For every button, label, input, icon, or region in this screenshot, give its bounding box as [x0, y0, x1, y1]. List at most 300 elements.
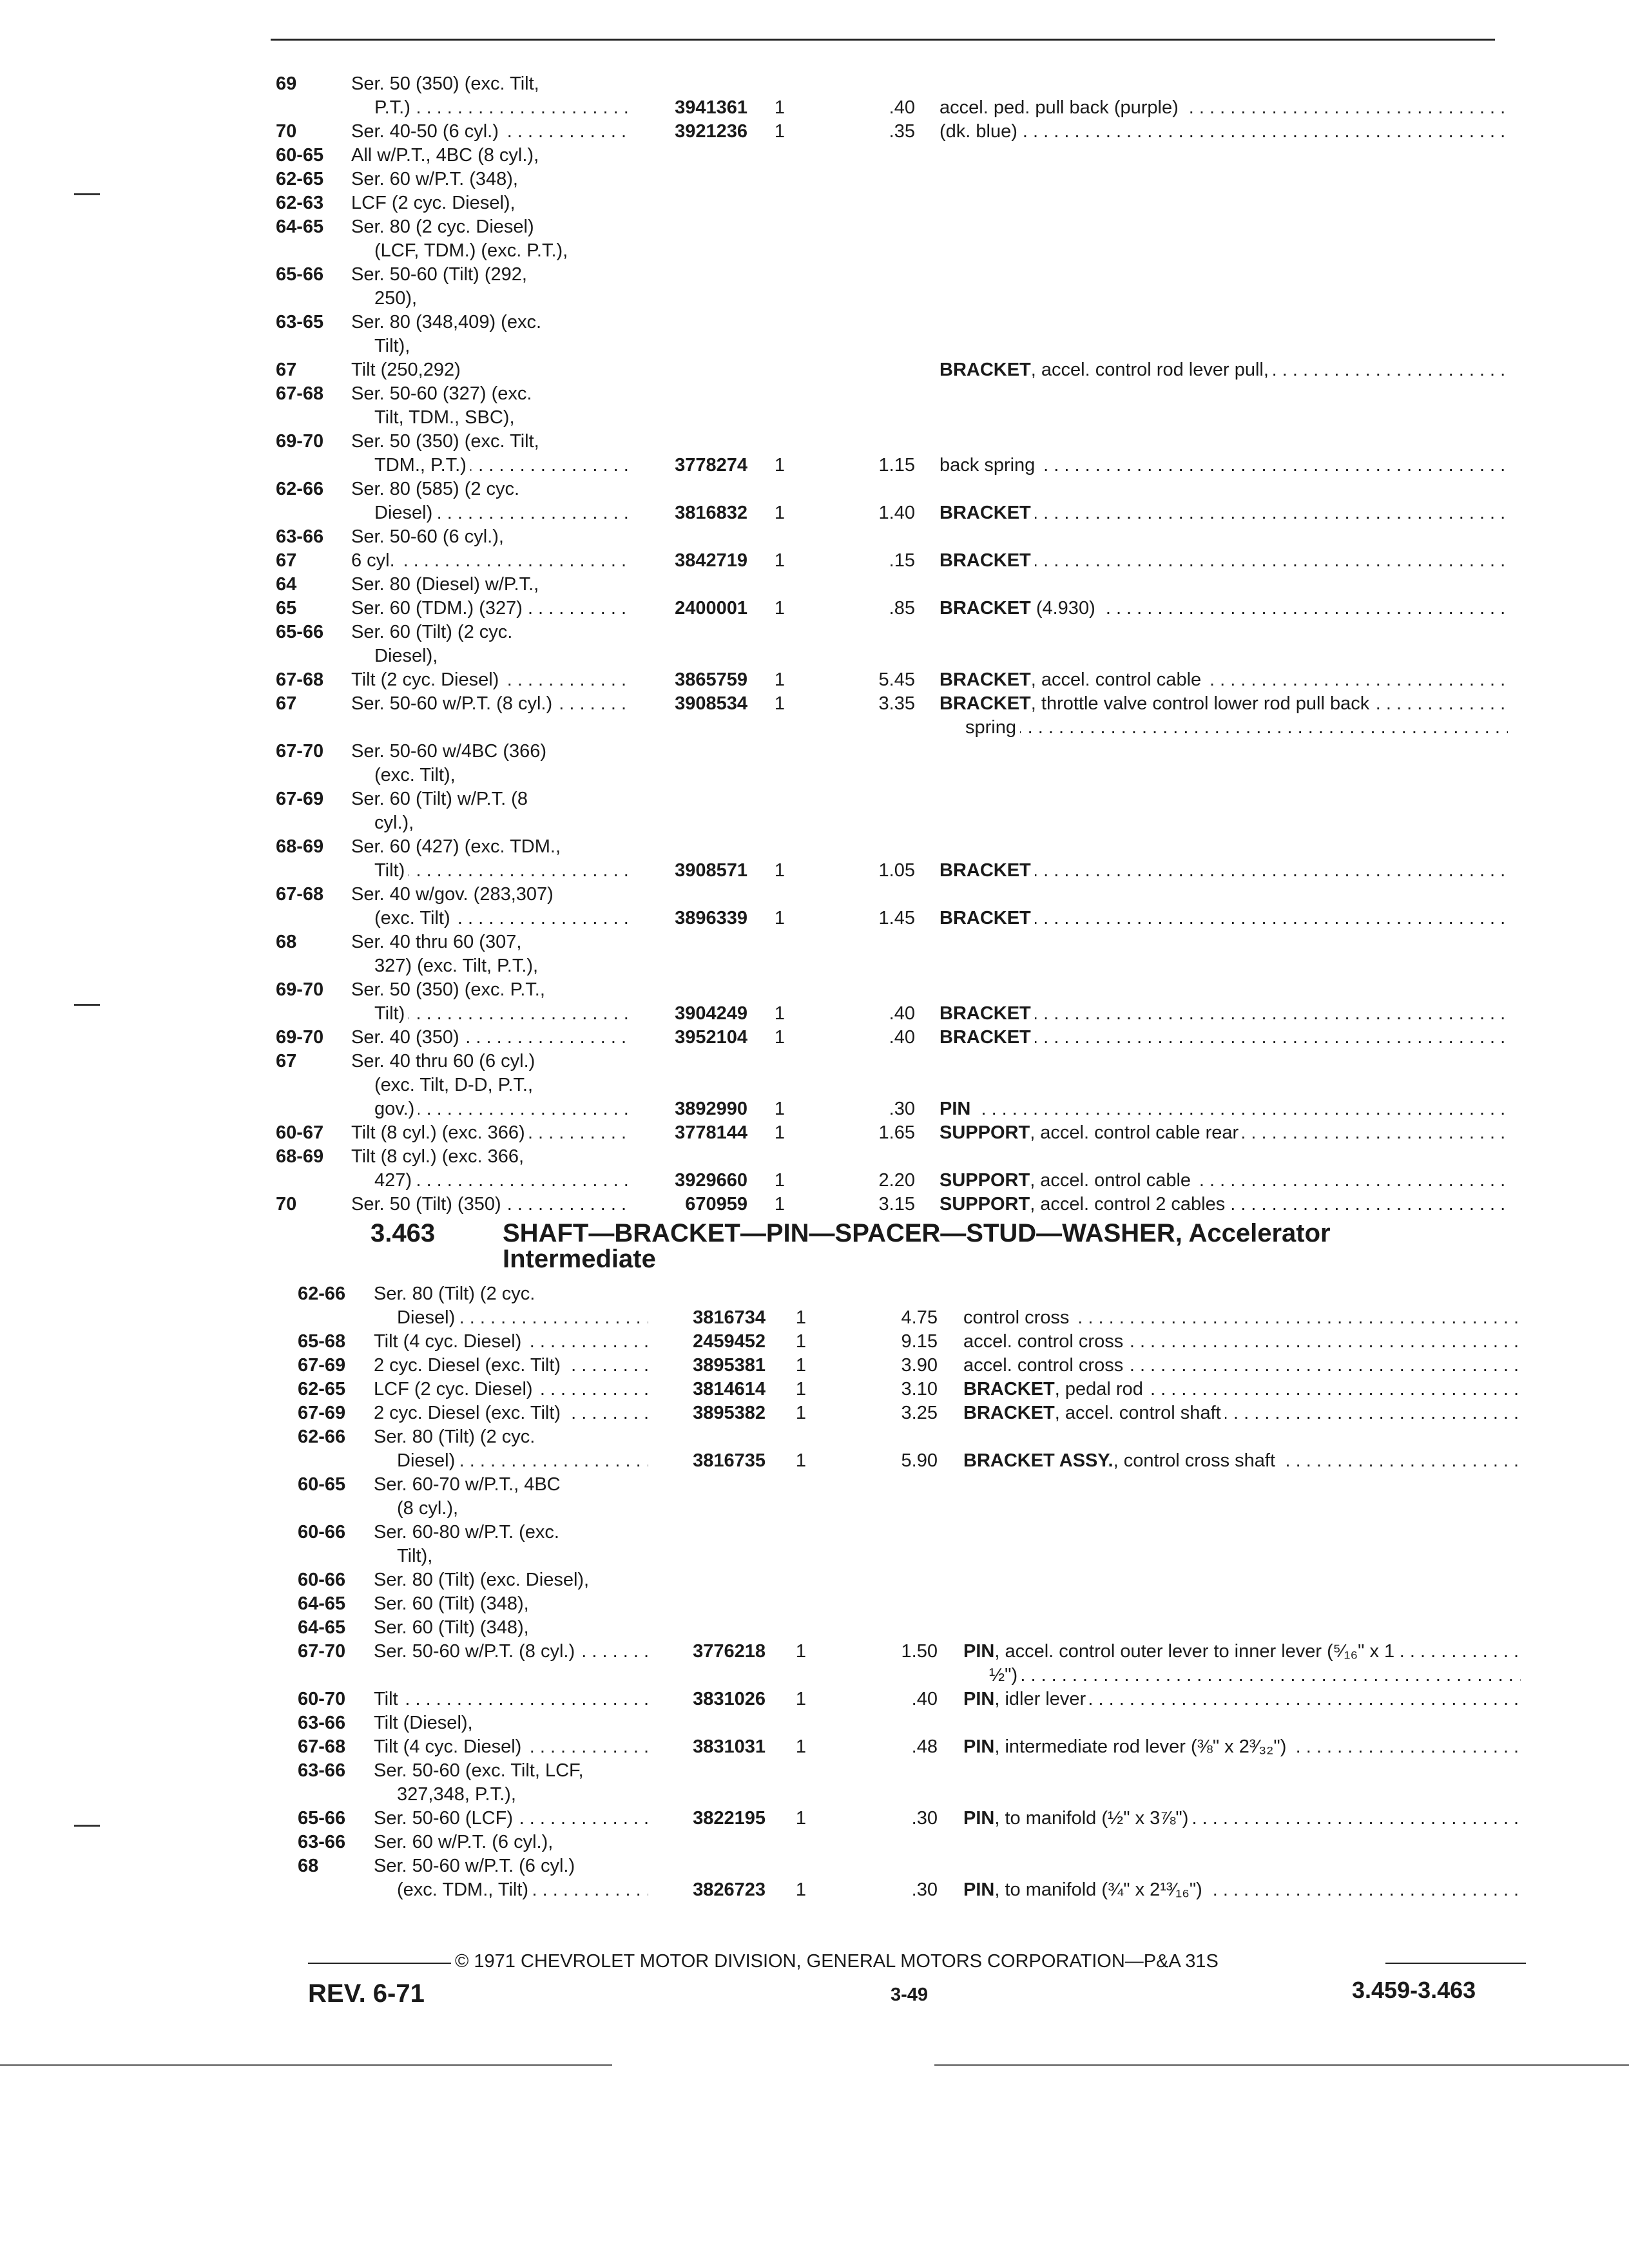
table-row	[0, 1568, 1629, 1592]
quantity: 1	[774, 503, 786, 523]
model-application	[397, 1449, 648, 1473]
part-name: BRACKET	[940, 669, 1031, 690]
part-name: BRACKET	[940, 1027, 1031, 1048]
part-description-text	[963, 1689, 1090, 1709]
table-row	[0, 1002, 1629, 1026]
price: 5.90	[901, 1450, 938, 1471]
footer-rule-right	[1385, 1963, 1526, 1964]
table-row	[0, 311, 1629, 334]
model-application	[374, 1735, 648, 1759]
part-description	[940, 1193, 1508, 1216]
model-application-text: Tilt (Diesel),	[374, 1713, 477, 1733]
year-range: 63-66	[276, 526, 324, 547]
model-application	[351, 168, 630, 191]
bottom-rule-left	[0, 2064, 612, 2066]
year-range: 67	[276, 550, 297, 571]
model-application-text: LCF (2 cyc. Diesel),	[351, 193, 519, 213]
model-application-text: Tilt)	[374, 860, 409, 881]
model-application-text: Ser. 60 (427) (exc. TDM.,	[351, 836, 564, 857]
table-row	[0, 692, 1629, 716]
part-name: BRACKET	[940, 360, 1031, 380]
year-range: 67-69	[298, 1403, 346, 1423]
model-application	[351, 573, 630, 597]
part-detail: accel. control cross	[963, 1355, 1124, 1376]
part-name: BRACKET	[940, 860, 1031, 881]
table-row	[0, 1425, 1629, 1449]
model-application-text: Tilt),	[374, 336, 414, 356]
price: 3.35	[878, 693, 915, 714]
part-description-text	[989, 1665, 1021, 1686]
model-application	[374, 1097, 630, 1121]
table-row	[0, 668, 1629, 692]
quantity: 1	[774, 550, 786, 571]
model-application	[374, 1807, 648, 1831]
table-row	[0, 954, 1629, 978]
part-detail: accel. control cross	[963, 1331, 1124, 1352]
quantity: 1	[795, 1403, 807, 1423]
year-range: 68-69	[276, 836, 324, 857]
part-description	[940, 120, 1508, 144]
part-name: BRACKET	[940, 550, 1031, 571]
part-name: PIN	[963, 1879, 995, 1900]
model-application	[374, 1759, 648, 1783]
price: 1.65	[878, 1122, 915, 1143]
model-application	[374, 954, 630, 978]
part-description-text	[963, 1307, 1073, 1328]
quantity: 1	[774, 669, 786, 690]
part-detail: (dk. blue)	[940, 121, 1017, 142]
table-row	[0, 740, 1629, 764]
part-name: BRACKET	[940, 693, 1031, 714]
table-row	[0, 1711, 1629, 1735]
model-application-text: Ser. 50-60 (6 cyl.),	[351, 526, 508, 547]
model-application	[351, 668, 630, 692]
model-application	[351, 72, 630, 96]
part-description	[963, 1354, 1521, 1378]
section-title: SHAFT—BRACKET—PIN—SPACER—STUD—WASHER, Accelerator Intermediate	[503, 1219, 1331, 1273]
model-application	[374, 287, 630, 311]
part-number: 3814614	[693, 1379, 766, 1399]
table-row	[0, 764, 1629, 787]
table-row	[0, 1473, 1629, 1497]
page-number: 3-49	[891, 1984, 929, 2005]
part-number: 3896339	[675, 908, 747, 928]
model-application-text: Ser. 60 (TDM.) (327)	[351, 598, 526, 619]
model-application-text: Diesel)	[374, 503, 436, 523]
model-application	[351, 1121, 630, 1145]
model-application	[374, 1568, 648, 1592]
model-application-text: Tilt),	[397, 1546, 436, 1566]
year-range: 67-69	[298, 1355, 346, 1376]
model-application	[397, 1783, 648, 1807]
table-row	[0, 1282, 1629, 1306]
model-application	[351, 382, 630, 406]
price: .40	[889, 97, 915, 118]
part-name: BRACKET	[963, 1403, 1055, 1423]
part-description-text	[940, 550, 1035, 571]
table-row	[0, 1592, 1629, 1616]
part-description-text	[963, 1808, 1192, 1829]
model-application	[351, 1145, 630, 1169]
part-description	[940, 549, 1508, 573]
year-range: 60-70	[298, 1689, 346, 1709]
part-number: 3865759	[675, 669, 747, 690]
model-application-text: Ser. 60 w/P.T. (348),	[351, 169, 522, 189]
part-detail: , accel. control cable	[1030, 669, 1202, 690]
part-name: PIN	[940, 1099, 971, 1119]
part-description-text	[963, 1355, 1127, 1376]
quantity: 1	[774, 860, 786, 881]
year-range: 67	[276, 360, 297, 380]
price: 3.10	[901, 1379, 938, 1399]
model-application	[374, 1711, 648, 1735]
model-application	[351, 263, 630, 287]
model-application	[374, 1169, 630, 1193]
price: .40	[911, 1689, 938, 1709]
part-detail: control cross	[963, 1307, 1070, 1328]
part-description	[963, 1306, 1521, 1330]
model-application	[374, 406, 630, 430]
quantity: 1	[774, 1027, 786, 1048]
table-row	[0, 1073, 1629, 1097]
table-row	[0, 1378, 1629, 1401]
part-detail: , intermediate rod lever (⅜" x 2³⁄₃₂")	[994, 1736, 1287, 1757]
quantity: 1	[795, 1689, 807, 1709]
table-row	[0, 811, 1629, 835]
model-application-text: Ser. 50 (Tilt) (350)	[351, 1194, 505, 1215]
quantity: 1	[795, 1808, 807, 1829]
year-range: 69-70	[276, 979, 324, 1000]
model-application	[374, 454, 630, 477]
model-application-text: Ser. 60-80 w/P.T. (exc.	[374, 1522, 563, 1542]
model-application	[397, 1878, 648, 1902]
year-range: 65-68	[298, 1331, 346, 1352]
model-application	[351, 525, 630, 549]
part-description	[963, 1807, 1521, 1831]
model-application	[351, 1050, 630, 1073]
year-range: 67-68	[276, 884, 324, 905]
part-detail: ½")	[989, 1665, 1018, 1686]
model-application	[374, 334, 630, 358]
part-description	[965, 716, 1508, 740]
model-application-text: Tilt (8 cyl.) (exc. 366,	[351, 1146, 528, 1167]
model-application-text: Ser. 50-60 (Tilt) (292,	[351, 264, 531, 285]
table-row	[0, 1616, 1629, 1640]
part-description	[963, 1878, 1521, 1902]
quantity: 1	[774, 1003, 786, 1024]
table-row	[0, 287, 1629, 311]
revision-label: REV. 6-71	[308, 1979, 425, 2008]
model-application	[351, 1193, 630, 1216]
model-application-text: Ser. 50-60 w/P.T. (6 cyl.)	[374, 1856, 579, 1876]
table-row	[0, 859, 1629, 883]
table-row	[0, 96, 1629, 120]
table-row	[0, 907, 1629, 930]
part-description	[940, 501, 1508, 525]
model-application	[351, 597, 630, 620]
year-range: 69-70	[276, 1027, 324, 1048]
table-row	[0, 406, 1629, 430]
part-number: 3776218	[693, 1641, 766, 1662]
model-application-text: Ser. 40 (350)	[351, 1027, 463, 1048]
part-description-text	[940, 669, 1205, 690]
table-row	[0, 1687, 1629, 1711]
model-application-text: Ser. 50 (350) (exc. Tilt,	[351, 73, 543, 94]
table-row	[0, 1807, 1629, 1831]
table-row	[0, 1097, 1629, 1121]
price: .35	[889, 121, 915, 142]
part-number: 3908571	[675, 860, 747, 881]
part-description-text	[963, 1736, 1290, 1757]
part-detail: , to manifold (¾" x 2¹³⁄₁₆")	[994, 1879, 1202, 1900]
model-application	[374, 1073, 630, 1097]
model-application	[351, 191, 630, 215]
model-application-text: Ser. 80 (Tilt) (2 cyc.	[374, 1283, 539, 1304]
year-range: 62-66	[298, 1427, 346, 1447]
year-range: 67-70	[276, 741, 324, 762]
model-application-text: Tilt)	[374, 1003, 409, 1024]
part-name: BRACKET ASSY.	[963, 1450, 1113, 1471]
part-name: PIN	[963, 1689, 995, 1709]
model-application-text: (8 cyl.),	[397, 1498, 462, 1519]
model-application	[351, 144, 630, 168]
part-number: 3929660	[675, 1170, 747, 1191]
part-description	[963, 1378, 1521, 1401]
bottom-rule-right	[934, 2064, 1629, 2066]
year-range: 67-70	[298, 1641, 346, 1662]
model-application-text: 250),	[374, 288, 421, 309]
part-number: 3816734	[693, 1307, 766, 1328]
quantity: 1	[774, 121, 786, 142]
part-detail: back spring	[940, 455, 1036, 476]
model-application	[351, 883, 630, 907]
quantity: 1	[795, 1355, 807, 1376]
model-application	[374, 1378, 648, 1401]
part-detail: , accel. control shaft	[1054, 1403, 1221, 1423]
table-row	[0, 597, 1629, 620]
part-description	[963, 1449, 1521, 1473]
table-row	[0, 191, 1629, 215]
model-application-text: Ser. 50-60 (exc. Tilt, LCF,	[374, 1760, 588, 1781]
table-row	[0, 644, 1629, 668]
model-application	[351, 215, 630, 239]
model-application-text: Ser. 60-70 w/P.T., 4BC	[374, 1474, 564, 1495]
model-application-text: Diesel),	[374, 646, 441, 666]
part-name: PIN	[963, 1641, 995, 1662]
model-application-text: gov.)	[374, 1099, 418, 1119]
model-application	[351, 549, 630, 573]
model-application	[374, 1664, 648, 1687]
model-application-text: All w/P.T., 4BC (8 cyl.),	[351, 145, 543, 166]
year-range: 64-65	[276, 216, 324, 237]
model-application-text: Ser. 60 (Tilt) (2 cyc.	[351, 622, 516, 642]
model-application-text: 2 cyc. Diesel (exc. Tilt)	[374, 1403, 564, 1423]
part-number: 3816832	[675, 503, 747, 523]
part-description	[940, 1097, 1508, 1121]
part-detail: , pedal rod	[1054, 1379, 1143, 1399]
table-row	[0, 978, 1629, 1002]
part-description-text	[940, 360, 1273, 380]
section-heading	[0, 1216, 1629, 1273]
part-number: 3778144	[675, 1122, 747, 1143]
model-application	[374, 907, 630, 930]
table-row	[0, 1449, 1629, 1473]
part-detail: , to manifold (½" x 3⅞")	[994, 1808, 1189, 1829]
model-application	[351, 978, 630, 1002]
price: 1.50	[901, 1641, 938, 1662]
model-application-text: 6 cyl.	[351, 550, 399, 571]
model-application-text: 427)	[374, 1170, 416, 1191]
table-row	[0, 549, 1629, 573]
model-application-text: Ser. 50 (350) (exc. P.T.,	[351, 979, 549, 1000]
model-application-text	[374, 1665, 378, 1686]
table-row	[0, 1145, 1629, 1169]
part-description	[940, 358, 1508, 382]
part-description-text	[965, 717, 1020, 738]
price: 1.15	[878, 455, 915, 476]
quantity: 1	[795, 1879, 807, 1900]
part-description-text	[940, 860, 1035, 881]
part-name: PIN	[963, 1736, 995, 1757]
part-description-text	[940, 1194, 1229, 1215]
table-row	[0, 1306, 1629, 1330]
part-description	[940, 454, 1508, 477]
section-range: 3.459-3.463	[1352, 1977, 1476, 2003]
model-application	[351, 787, 630, 811]
model-application-text: Ser. 40 thru 60 (6 cyl.)	[351, 1051, 539, 1072]
part-name: SUPPORT	[940, 1122, 1030, 1143]
price: .15	[889, 550, 915, 571]
year-range: 64	[276, 574, 297, 595]
copyright-line: © 1971 CHEVROLET MOTOR DIVISION, GENERAL MOTORS CORPORATION—P&A 31S	[455, 1951, 1219, 1972]
year-range: 65-66	[276, 264, 324, 285]
model-application	[374, 1002, 630, 1026]
price: 5.45	[878, 669, 915, 690]
model-application	[374, 96, 630, 120]
part-number: 3826723	[693, 1879, 766, 1900]
model-application-text: Ser. 50-60 (327) (exc.	[351, 383, 535, 404]
table-row	[0, 716, 1629, 740]
year-range: 67	[276, 693, 297, 714]
price: 3.25	[901, 1403, 938, 1423]
table-row	[0, 168, 1629, 191]
model-application-text: 327) (exc. Tilt, P.T.),	[374, 956, 542, 976]
part-detail: , control cross shaft	[1113, 1450, 1276, 1471]
part-number: 3952104	[675, 1027, 747, 1048]
part-name: BRACKET	[940, 908, 1031, 928]
year-range: 62-66	[276, 479, 324, 499]
part-description-text	[940, 1122, 1242, 1143]
table-row	[0, 263, 1629, 287]
year-range: 68	[298, 1856, 319, 1876]
model-application-text: 2 cyc. Diesel (exc. Tilt)	[374, 1355, 564, 1376]
table-row	[0, 1759, 1629, 1783]
part-description-text	[940, 97, 1182, 118]
model-application-text: Ser. 40 thru 60 (307,	[351, 932, 525, 952]
model-application-text: Ser. 60 (Tilt) w/P.T. (8	[351, 789, 532, 809]
quantity: 1	[774, 1099, 786, 1119]
part-description	[940, 668, 1508, 692]
part-description-text	[963, 1379, 1147, 1399]
quantity: 1	[795, 1450, 807, 1471]
table-row	[0, 72, 1629, 96]
part-description	[963, 1640, 1521, 1664]
part-number: 3831026	[693, 1689, 766, 1709]
model-application	[397, 1306, 648, 1330]
table-row	[0, 620, 1629, 644]
part-number: 3921236	[675, 121, 747, 142]
part-detail: , accel. ontrol cable	[1030, 1170, 1191, 1191]
part-name: SUPPORT	[940, 1194, 1030, 1215]
model-application	[374, 1831, 648, 1854]
price: .40	[889, 1027, 915, 1048]
part-detail: , accel. control cable rear	[1030, 1122, 1239, 1143]
year-range: 70	[276, 121, 297, 142]
model-application-text: Tilt (4 cyc. Diesel)	[374, 1331, 525, 1352]
part-description	[940, 1121, 1508, 1145]
part-number: 3941361	[675, 97, 747, 118]
part-number: 3831031	[693, 1736, 766, 1757]
part-description-text	[940, 1027, 1035, 1048]
model-application-text: Tilt (4 cyc. Diesel)	[374, 1736, 525, 1757]
quantity: 1	[795, 1641, 807, 1662]
model-application-text: Ser. 50-60 (LCF)	[374, 1808, 517, 1829]
model-application	[374, 764, 630, 787]
parts-list-section-2	[0, 1282, 1629, 1902]
model-application	[351, 740, 630, 764]
model-application	[374, 644, 630, 668]
table-row	[0, 1854, 1629, 1878]
model-application-text: Ser. 50-60 w/P.T. (8 cyl.)	[351, 693, 556, 714]
model-application	[397, 1497, 648, 1521]
part-detail: , accel. control outer lever to inner lever (⁵⁄₁₆" x 1	[994, 1641, 1395, 1662]
price: 4.75	[901, 1307, 938, 1328]
table-row	[0, 477, 1629, 501]
model-application-text: Tilt	[374, 1689, 402, 1709]
model-application	[351, 620, 630, 644]
model-application-text: Ser. 40-50 (6 cyl.)	[351, 121, 503, 142]
year-range: 63-66	[298, 1713, 346, 1733]
year-range: 70	[276, 1194, 297, 1215]
model-application-text: Tilt (8 cyl.) (exc. 366)	[351, 1122, 529, 1143]
model-application-text: cyl.),	[374, 812, 418, 833]
price: .30	[889, 1099, 915, 1119]
part-name: BRACKET	[940, 1003, 1031, 1024]
top-rule	[271, 39, 1495, 41]
model-application-text: Ser. 80 (585) (2 cyc.	[351, 479, 523, 499]
part-detail: , throttle valve control lower rod pull back	[1030, 693, 1370, 714]
part-description	[940, 692, 1508, 716]
model-application	[374, 1473, 648, 1497]
part-description	[989, 1664, 1521, 1687]
year-range: 60-65	[298, 1474, 346, 1495]
price: .48	[911, 1736, 938, 1757]
table-row	[0, 215, 1629, 239]
part-description-text	[940, 908, 1035, 928]
model-application-text: Ser. 50 (350) (exc. Tilt,	[351, 431, 543, 452]
part-number: 3816735	[693, 1450, 766, 1471]
table-row	[0, 1878, 1629, 1902]
model-application-text: (exc. Tilt)	[374, 908, 454, 928]
model-application-text: Ser. 40 w/gov. (283,307)	[351, 884, 557, 905]
table-row	[0, 787, 1629, 811]
table-row	[0, 1497, 1629, 1521]
year-range: 63-66	[298, 1760, 346, 1781]
price: .40	[889, 1003, 915, 1024]
model-application-text: (exc. Tilt),	[374, 765, 459, 785]
part-description	[940, 1026, 1508, 1050]
model-application	[374, 1592, 648, 1616]
